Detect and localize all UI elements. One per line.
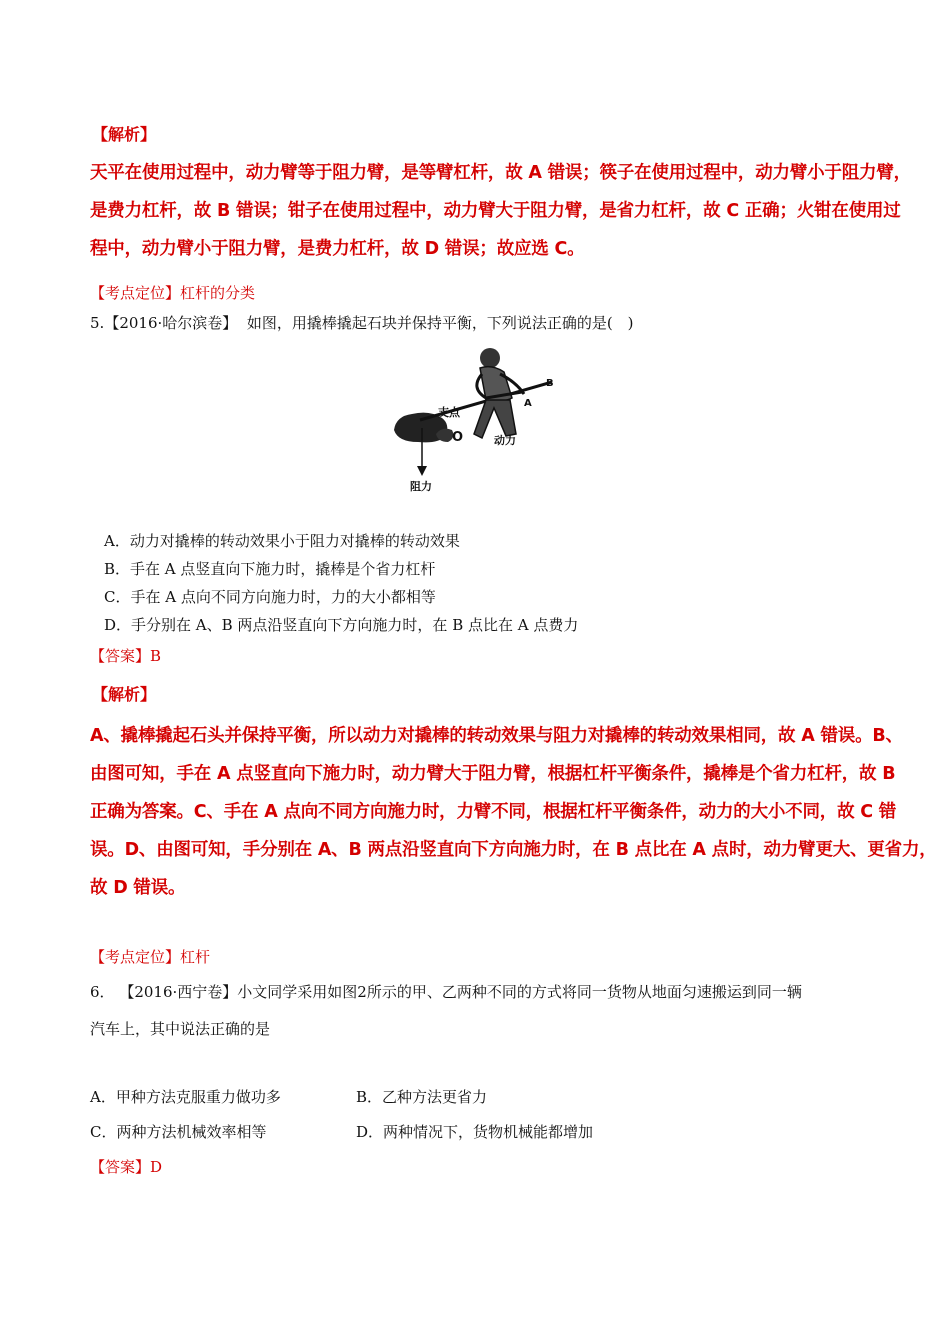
kaodian-label-1: 【考点定位】 (90, 284, 181, 302)
answer-6-value: D (150, 1158, 163, 1176)
analysis-line-5-2: 由图可知，手在 A 点竖直向下施力时，动力臂大于阻力臂，根据杠杆平衡条件，撬棒是个省力杠杆，故 B (90, 764, 896, 784)
analysis-label-5: 【解析】 (92, 685, 157, 704)
label-resistance: 阻力 (410, 480, 432, 493)
kaodian-value-1: 杠杆的分类 (180, 284, 256, 302)
question-5-text: 如图，用撬棒撬起石块并保持平衡，下列说法正确的是( ) (246, 314, 634, 332)
kaodian-5-label: 【考点定位】 (90, 948, 181, 966)
analysis-line-1-2: 是费力杠杆，故 B 错误；钳子在使用过程中，动力臂大于阻力臂，是省力杠杆，故 C 正确；火钳在使用过 (90, 201, 901, 221)
kaodian-5-value: 杠杆 (180, 948, 211, 966)
option-5-c: C．手在 A 点向不同方向施力时，力的大小都相等 (104, 588, 436, 606)
question-6-number: 6． (90, 983, 115, 1001)
lever-illustration (390, 338, 560, 498)
label-b: B (546, 378, 554, 389)
question-6-text-1: 小文同学采用如图2所示的甲、乙两种不同的方式将同一货物从地面匀速搬运到同一辆 (237, 983, 802, 1001)
label-effort: 动力 (494, 434, 516, 447)
option-5-d: D．手分别在 A、B 两点沿竖直向下方向施力时，在 B 点比在 A 点费力 (104, 616, 579, 634)
answer-5-value: B (150, 647, 162, 665)
option-6-a: A．甲种方法克服重力做功多 (90, 1088, 281, 1106)
analysis-line-1-1: 天平在使用过程中，动力臂等于阻力臂，是等臂杠杆，故 A 错误；筷子在使用过程中，动力臂小于阻力臂， (90, 163, 911, 183)
analysis-line-5-1: A、撬棒撬起石头并保持平衡，所以动力对撬棒的转动效果与阻力对撬棒的转动效果相同，故 A 错误。B、 (90, 726, 903, 746)
person-head (480, 348, 500, 368)
option-5-a: A．动力对撬棒的转动效果小于阻力对撬棒的转动效果 (104, 532, 460, 550)
analysis-line-5-5: 故 D 错误。 (90, 878, 186, 898)
analysis-line-5-3: 正确为答案。C、手在 A 点向不同方向施力时，力臂不同，根据杠杆平衡条件，动力的大小不同，故 C 错 (90, 802, 897, 822)
answer-6 (90, 1156, 162, 1177)
question-5-source: 【2016·哈尔滨卷】 (104, 314, 238, 332)
option-6-c: C．两种方法机械效率相等 (90, 1123, 267, 1141)
question-5-stem (90, 312, 634, 333)
question-6-stem-1 (90, 981, 802, 1002)
analysis-label-1: 【解析】 (92, 125, 157, 144)
label-a: A (524, 398, 532, 409)
label-fulcrum: 支点 (438, 406, 460, 419)
resistance-arrow-head (417, 466, 427, 476)
option-6-b: B．乙种方法更省力 (356, 1088, 488, 1106)
question-5-number: 5. (90, 314, 105, 332)
option-6-d: D．两种情况下，货物机械能都增加 (356, 1123, 594, 1141)
answer-5 (90, 645, 161, 666)
answer-5-label: 【答案】 (90, 647, 151, 665)
question-6-stem-2: 汽车上，其中说法正确的是 (90, 1020, 271, 1038)
analysis-line-5-4: 误。D、由图可知，手分别在 A、B 两点沿竖直向下方向施力时，在 B 点比在 A 点时，动力臂更大、更省力， (90, 840, 937, 860)
lever-figure (390, 338, 560, 498)
label-o: O (452, 430, 464, 445)
answer-6-label: 【答案】 (90, 1158, 151, 1176)
analysis-line-1-3: 程中，动力臂小于阻力臂，是费力杠杆，故 D 错误；故应选 C。 (90, 239, 585, 259)
question-6-source: 【2016·西宁卷】 (119, 983, 238, 1001)
option-5-b: B．手在 A 点竖直向下施力时，撬棒是个省力杠杆 (104, 560, 436, 578)
kaodian-1 (90, 282, 255, 303)
kaodian-5 (90, 946, 210, 967)
